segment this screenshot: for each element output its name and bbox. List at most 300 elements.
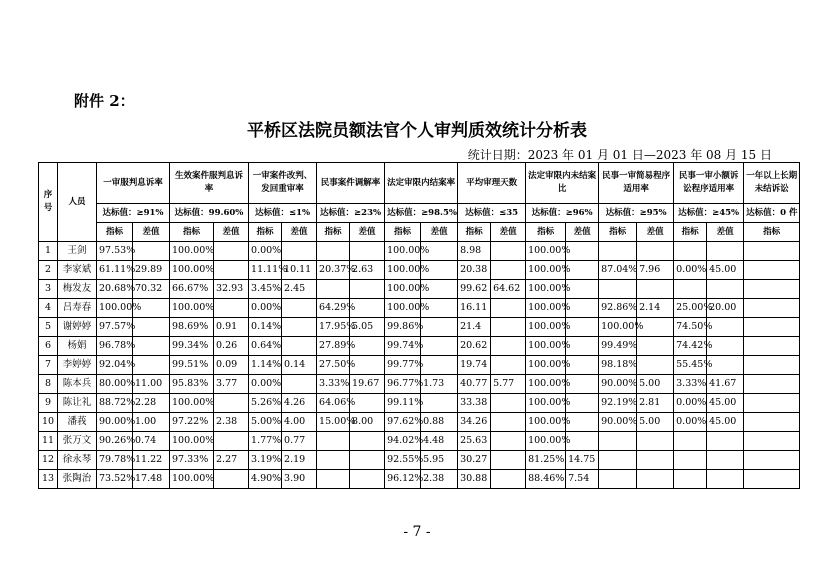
sub-diff: 差值 <box>350 223 385 242</box>
row-cell <box>421 356 458 375</box>
row-cell: 2.38 <box>214 413 249 432</box>
row-cell: 27.50% <box>317 356 350 375</box>
row-cell: 0.00% <box>674 413 707 432</box>
row-cell <box>599 451 637 470</box>
row-cell: 30.88 <box>458 470 491 489</box>
table-row <box>39 280 800 299</box>
row-seq: 13 <box>39 470 58 489</box>
row-cell: 100.00% <box>385 299 421 318</box>
row-cell <box>133 242 170 261</box>
row-cell: 0.00% <box>674 394 707 413</box>
row-cell: 2.27 <box>214 451 249 470</box>
row-cell: 64.06% <box>317 394 350 413</box>
row-cell: 96.78% <box>97 337 133 356</box>
row-cell: 3.33% <box>317 375 350 394</box>
sub-metric: 指标 <box>458 223 491 242</box>
row-cell <box>566 242 599 261</box>
row-cell <box>674 470 707 489</box>
row-cell <box>566 432 599 451</box>
row-cell: 7.96 <box>637 261 674 280</box>
row-cell: 73.52% <box>97 470 133 489</box>
row-cell: 5.00% <box>249 413 282 432</box>
row-cell <box>317 432 350 451</box>
row-seq: 3 <box>39 280 58 299</box>
row-cell: 0.14% <box>249 318 282 337</box>
row-cell: 5.00 <box>637 413 674 432</box>
header-reversal-rate: 一审案件改判、发回重审率 <box>249 163 317 204</box>
row-cell: 92.55% <box>385 451 421 470</box>
row-cell: 20.68% <box>97 280 133 299</box>
row-cell: 1.77% <box>249 432 282 451</box>
row-cell <box>599 470 637 489</box>
header-seq: 序号 <box>39 163 58 242</box>
row-cell <box>674 432 707 451</box>
row-cell: 74.50% <box>674 318 707 337</box>
row-cell: 21.4 <box>458 318 491 337</box>
row-cell <box>282 299 317 318</box>
standard-col4: 达标值：≥23% <box>317 204 385 223</box>
row-cell: 11.11% <box>249 261 282 280</box>
row-person: 张陶治 <box>58 470 97 489</box>
row-cell: 5.26% <box>249 394 282 413</box>
row-cell: 7.54 <box>566 470 599 489</box>
row-cell: 95.83% <box>170 375 214 394</box>
row-cell <box>707 280 744 299</box>
sub-metric: 指标 <box>385 223 421 242</box>
row-person: 杨娟 <box>58 337 97 356</box>
row-cell: 100.00% <box>526 261 566 280</box>
row-cell <box>491 242 526 261</box>
row-cell <box>214 432 249 451</box>
sub-metric: 指标 <box>249 223 282 242</box>
row-cell: 16.11 <box>458 299 491 318</box>
sub-metric: 指标 <box>97 223 133 242</box>
row-cell <box>421 337 458 356</box>
row-cell <box>744 318 800 337</box>
row-cell: 90.00% <box>97 413 133 432</box>
row-person: 陈让礼 <box>58 394 97 413</box>
table-row <box>39 356 800 375</box>
row-cell: 15.00% <box>317 413 350 432</box>
row-cell: 90.00% <box>599 413 637 432</box>
row-cell <box>491 432 526 451</box>
row-cell <box>707 318 744 337</box>
row-person: 王剑 <box>58 242 97 261</box>
row-cell <box>317 470 350 489</box>
row-cell <box>566 299 599 318</box>
row-cell: 96.12% <box>385 470 421 489</box>
row-cell: 66.67% <box>170 280 214 299</box>
row-cell <box>350 432 385 451</box>
row-cell: 100.00% <box>385 242 421 261</box>
row-cell: 97.53% <box>97 242 133 261</box>
row-cell: 4.48 <box>421 432 458 451</box>
row-cell: 5.05 <box>350 318 385 337</box>
row-cell: 100.00% <box>97 299 133 318</box>
row-cell: 92.04% <box>97 356 133 375</box>
row-seq: 4 <box>39 299 58 318</box>
row-cell: 100.00% <box>385 261 421 280</box>
row-cell: 92.19% <box>599 394 637 413</box>
row-cell: 2.63 <box>350 261 385 280</box>
header-summary-procedure: 民事一审简易程序适用率 <box>599 163 674 204</box>
standard-col10: 达标值：0 件 <box>744 204 800 223</box>
row-person: 张万文 <box>58 432 97 451</box>
row-cell: 1.73 <box>421 375 458 394</box>
row-cell: 3.45% <box>249 280 282 299</box>
row-cell: 1.00 <box>133 413 170 432</box>
sub-metric: 指标 <box>744 223 800 242</box>
row-cell <box>637 280 674 299</box>
row-cell: 100.00% <box>526 318 566 337</box>
row-cell <box>707 337 744 356</box>
row-cell: 99.62 <box>458 280 491 299</box>
row-cell: 2.38 <box>421 470 458 489</box>
page-number: - 7 - <box>403 524 431 540</box>
row-cell: 0.77 <box>282 432 317 451</box>
row-cell: 99.49% <box>599 337 637 356</box>
row-cell <box>491 318 526 337</box>
row-cell: 100.00% <box>170 432 214 451</box>
row-cell <box>133 356 170 375</box>
row-cell <box>317 242 350 261</box>
header-person: 人员 <box>58 163 97 242</box>
row-person: 徐永琴 <box>58 451 97 470</box>
row-cell: 11.00 <box>133 375 170 394</box>
date-range: 统计日期：2023 年 01 月 01 日—2023 年 08 月 15 日 <box>467 148 772 162</box>
row-cell: 3.33% <box>674 375 707 394</box>
row-cell: 100.00% <box>526 432 566 451</box>
row-cell: 0.64% <box>249 337 282 356</box>
row-cell: 100.00% <box>526 242 566 261</box>
row-cell: 100.00% <box>170 242 214 261</box>
sub-metric: 指标 <box>317 223 350 242</box>
standard-col5: 达标值：≥98.5% <box>385 204 458 223</box>
row-cell: 45.00 <box>707 261 744 280</box>
row-cell <box>566 394 599 413</box>
row-person: 潘莪 <box>58 413 97 432</box>
sub-metric: 指标 <box>526 223 566 242</box>
statistics-table <box>38 162 800 489</box>
row-cell <box>599 242 637 261</box>
table-row <box>39 261 800 280</box>
row-cell: 25.00% <box>674 299 707 318</box>
row-cell <box>674 280 707 299</box>
row-cell <box>599 432 637 451</box>
row-cell: 2.45 <box>282 280 317 299</box>
row-person: 吕寿春 <box>58 299 97 318</box>
sub-diff: 差值 <box>133 223 170 242</box>
row-cell: 99.74% <box>385 337 421 356</box>
table-row <box>39 299 800 318</box>
row-seq: 5 <box>39 318 58 337</box>
row-cell: 100.00% <box>170 299 214 318</box>
row-cell <box>674 242 707 261</box>
row-cell: 99.77% <box>385 356 421 375</box>
row-cell: 94.02% <box>385 432 421 451</box>
table-row <box>39 375 800 394</box>
row-cell <box>421 394 458 413</box>
row-cell <box>350 280 385 299</box>
row-cell: 41.67 <box>707 375 744 394</box>
row-cell: 20.62 <box>458 337 491 356</box>
row-cell: 45.00 <box>707 413 744 432</box>
row-cell: 70.32 <box>133 280 170 299</box>
sub-metric: 指标 <box>674 223 707 242</box>
row-cell: 0.26 <box>214 337 249 356</box>
row-cell: 25.63 <box>458 432 491 451</box>
row-cell: 90.26% <box>97 432 133 451</box>
row-cell: 3.77 <box>214 375 249 394</box>
row-cell <box>637 451 674 470</box>
row-cell: 29.89 <box>133 261 170 280</box>
row-seq: 9 <box>39 394 58 413</box>
row-person: 陈本兵 <box>58 375 97 394</box>
row-cell: 97.33% <box>170 451 214 470</box>
row-cell: 88.72% <box>97 394 133 413</box>
header-on-time-closure: 法定审限内结案率 <box>385 163 458 204</box>
row-cell: 0.00% <box>249 299 282 318</box>
row-cell <box>744 432 800 451</box>
row-cell <box>566 356 599 375</box>
sub-diff: 差值 <box>214 223 249 242</box>
row-cell: 45.00 <box>707 394 744 413</box>
row-cell: 98.18% <box>599 356 637 375</box>
header-avg-trial-days: 平均审理天数 <box>458 163 526 204</box>
row-cell <box>707 470 744 489</box>
row-cell <box>214 299 249 318</box>
table-row <box>39 318 800 337</box>
row-cell: 61.11% <box>97 261 133 280</box>
row-cell <box>566 413 599 432</box>
row-cell <box>637 242 674 261</box>
row-cell: 3.19% <box>249 451 282 470</box>
row-person: 梅发友 <box>58 280 97 299</box>
row-cell: 0.91 <box>214 318 249 337</box>
row-cell <box>350 470 385 489</box>
table-body <box>39 242 800 489</box>
row-cell: 20.37% <box>317 261 350 280</box>
row-cell <box>707 356 744 375</box>
row-cell <box>350 242 385 261</box>
row-cell: 100.00% <box>170 394 214 413</box>
row-cell: 19.67 <box>350 375 385 394</box>
row-cell: 90.00% <box>599 375 637 394</box>
row-cell <box>707 242 744 261</box>
row-cell <box>491 261 526 280</box>
row-seq: 12 <box>39 451 58 470</box>
row-cell: 0.00% <box>674 261 707 280</box>
row-seq: 1 <box>39 242 58 261</box>
row-cell <box>282 337 317 356</box>
row-seq: 8 <box>39 375 58 394</box>
document-title: 平桥区法院员额法官个人审判质效统计分析表 <box>247 121 587 141</box>
row-cell: 2.28 <box>133 394 170 413</box>
row-cell <box>214 242 249 261</box>
standard-col2: 达标值：99.60% <box>170 204 249 223</box>
header-effective-case-acceptance: 生效案件服判息诉率 <box>170 163 249 204</box>
row-cell: 27.89% <box>317 337 350 356</box>
row-seq: 7 <box>39 356 58 375</box>
row-cell <box>491 470 526 489</box>
row-cell <box>282 375 317 394</box>
row-cell: 100.00% <box>526 337 566 356</box>
row-cell: 3.90 <box>282 470 317 489</box>
row-seq: 10 <box>39 413 58 432</box>
row-cell <box>566 375 599 394</box>
row-cell <box>282 318 317 337</box>
row-cell: 20.00 <box>707 299 744 318</box>
row-cell: 64.62 <box>491 280 526 299</box>
table-row <box>39 470 800 489</box>
row-cell <box>491 451 526 470</box>
row-cell: 0.09 <box>214 356 249 375</box>
row-cell: 64.29% <box>317 299 350 318</box>
row-cell <box>566 318 599 337</box>
row-cell: 0.74 <box>133 432 170 451</box>
row-cell: 79.78% <box>97 451 133 470</box>
standard-col8: 达标值：≥95% <box>599 204 674 223</box>
row-cell: 17.95% <box>317 318 350 337</box>
header-pending-ratio: 法定审限内未结案比 <box>526 163 599 204</box>
row-cell <box>744 394 800 413</box>
header-small-claims: 民事一审小额诉讼程序适用率 <box>674 163 744 204</box>
row-cell: 1.14% <box>249 356 282 375</box>
standard-col6: 达标值：≤35 <box>458 204 526 223</box>
table-row <box>39 451 800 470</box>
row-cell: 100.00% <box>526 280 566 299</box>
sub-diff: 差值 <box>421 223 458 242</box>
row-cell <box>133 318 170 337</box>
row-cell <box>133 337 170 356</box>
row-cell <box>707 451 744 470</box>
row-cell: 96.77% <box>385 375 421 394</box>
row-cell: 0.14 <box>282 356 317 375</box>
row-cell: 4.00 <box>282 413 317 432</box>
row-cell: 100.00% <box>385 280 421 299</box>
row-cell: 2.14 <box>637 299 674 318</box>
row-cell: 2.81 <box>637 394 674 413</box>
row-cell <box>637 337 674 356</box>
row-cell: 32.93 <box>214 280 249 299</box>
standard-col3: 达标值：≤1% <box>249 204 317 223</box>
row-cell <box>744 375 800 394</box>
row-cell: 87.04% <box>599 261 637 280</box>
row-cell: 20.38 <box>458 261 491 280</box>
row-cell: 14.75 <box>566 451 599 470</box>
sub-metric: 指标 <box>599 223 637 242</box>
standard-col7: 达标值：≥96% <box>526 204 599 223</box>
row-cell <box>491 413 526 432</box>
row-cell: 88.46% <box>526 470 566 489</box>
row-cell: 100.00% <box>170 470 214 489</box>
row-cell <box>491 299 526 318</box>
row-cell: 99.51% <box>170 356 214 375</box>
row-cell <box>214 470 249 489</box>
row-cell: 0.88 <box>421 413 458 432</box>
standard-col1: 达标值：≥91% <box>97 204 170 223</box>
standard-col9: 达标值：≥45% <box>674 204 744 223</box>
row-cell: 81.25% <box>526 451 566 470</box>
row-cell: 92.86% <box>599 299 637 318</box>
row-cell: 5.77 <box>491 375 526 394</box>
row-cell: 8.98 <box>458 242 491 261</box>
row-cell <box>637 356 674 375</box>
row-cell: 17.48 <box>133 470 170 489</box>
sub-diff: 差值 <box>707 223 744 242</box>
table-row <box>39 432 800 451</box>
row-cell: 99.86% <box>385 318 421 337</box>
header-mediation-rate: 民事案件调解率 <box>317 163 385 204</box>
row-cell: 98.69% <box>170 318 214 337</box>
row-cell: 97.57% <box>97 318 133 337</box>
row-cell <box>637 432 674 451</box>
row-cell: 100.00% <box>526 299 566 318</box>
row-cell: 97.62% <box>385 413 421 432</box>
row-cell: 100.00% <box>526 413 566 432</box>
row-cell: 33.38 <box>458 394 491 413</box>
row-cell <box>707 432 744 451</box>
row-cell <box>744 242 800 261</box>
row-cell: 80.00% <box>97 375 133 394</box>
row-cell: 74.42% <box>674 337 707 356</box>
row-cell: 100.00% <box>599 318 637 337</box>
row-cell <box>566 280 599 299</box>
row-cell: 0.00% <box>249 242 282 261</box>
row-cell <box>317 451 350 470</box>
row-cell <box>744 356 800 375</box>
row-cell <box>491 394 526 413</box>
row-cell <box>491 337 526 356</box>
row-person: 李婷婷 <box>58 356 97 375</box>
sub-diff: 差值 <box>282 223 317 242</box>
row-cell <box>744 470 800 489</box>
row-person: 李家斌 <box>58 261 97 280</box>
sub-diff: 差值 <box>637 223 674 242</box>
sub-diff: 差值 <box>566 223 599 242</box>
row-cell <box>744 413 800 432</box>
header-first-instance-acceptance: 一审服判息诉率 <box>97 163 170 204</box>
row-cell <box>637 470 674 489</box>
row-seq: 6 <box>39 337 58 356</box>
row-cell: 55.45% <box>674 356 707 375</box>
row-cell <box>491 356 526 375</box>
row-cell <box>214 394 249 413</box>
row-seq: 2 <box>39 261 58 280</box>
row-cell: 100.00% <box>526 394 566 413</box>
table-row <box>39 337 800 356</box>
sub-diff: 差值 <box>491 223 526 242</box>
row-cell <box>674 451 707 470</box>
row-cell: 100.00% <box>526 375 566 394</box>
row-cell: 97.22% <box>170 413 214 432</box>
row-cell <box>566 261 599 280</box>
row-cell: 5.00 <box>637 375 674 394</box>
sub-metric: 指标 <box>170 223 214 242</box>
header-long-pending: 一年以上长期未结诉讼 <box>744 163 800 204</box>
row-cell <box>421 318 458 337</box>
row-cell <box>566 337 599 356</box>
row-cell: 100.00% <box>170 261 214 280</box>
table-row <box>39 413 800 432</box>
row-cell: 8.00 <box>350 413 385 432</box>
row-cell: 100.00% <box>526 356 566 375</box>
row-cell: 34.26 <box>458 413 491 432</box>
row-cell: 99.11% <box>385 394 421 413</box>
row-cell: 40.77 <box>458 375 491 394</box>
row-cell <box>744 337 800 356</box>
row-cell: 30.27 <box>458 451 491 470</box>
